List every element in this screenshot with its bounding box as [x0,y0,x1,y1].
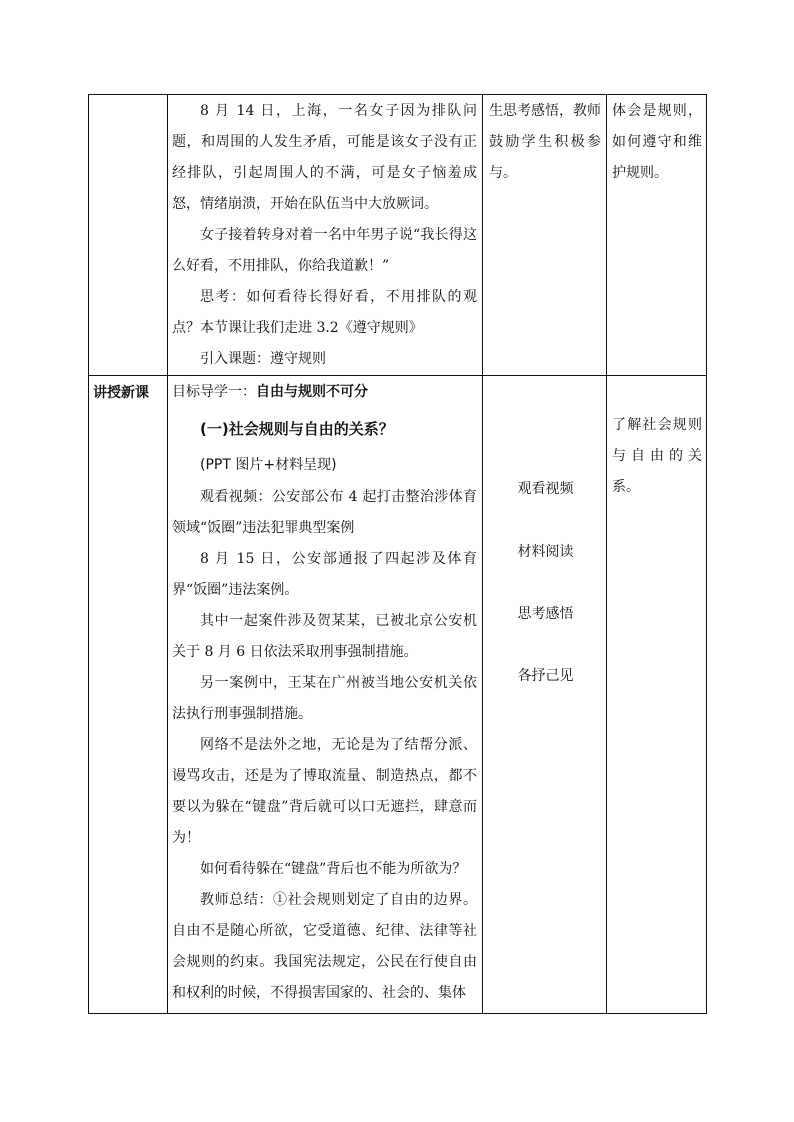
paragraph: 8 月 14 日，上海，一名女子因为排队问题，和周围的人发生矛盾，可能是该女子没有正经排队，引起周围人的不满，可是女子恼羞成怒，情绪崩溃，开始在队伍当中大放厥词。 [172,103,477,212]
paragraph: 如何看待躲在“键盘”背后也不能为所欲为？ [200,861,467,877]
row1-student-activity-cell [489,96,601,189]
design-intent-text: 了解社会规则与自由的关系。 [612,417,702,495]
goal-title: 自由与规则不可分 [256,384,368,400]
paragraph: 8 月 15 日，公安部通报了四起涉及体育界“饭圈”违法案例。 [172,551,477,598]
goal-prefix: 目标导学一： [172,384,256,400]
row2-content-cell [172,378,477,1009]
activity-item: 观看视频 [517,481,574,497]
paragraph: 网络不是法外之地，无论是为了结帮分派、谩骂攻击，还是为了博取流量、制造热点，都不要以为躲在“键盘”背后就可以口无遮拦，肆意而为！ [172,737,477,846]
row2-intent-cell [612,410,702,503]
column-divider-1 [167,94,168,1014]
paragraph: 另一案例中，王某在广州被当地公安机关依法执行刑事强制措施。 [172,675,477,722]
row1-intent-cell [612,96,702,189]
goal-line [172,378,477,406]
paragraph: 其中一起案件涉及贺某某，已被北京公安机关于 8 月 6 日依法采取刑事强制措施。 [172,613,477,660]
table-border-bottom [88,1013,707,1014]
student-activity-text: 生思考感悟，教师鼓励学生积极参与。 [489,103,601,181]
table-border-right [706,94,707,1014]
design-intent-text: 体会是规则，如何遵守和维护规则。 [612,103,702,181]
table-border-left [88,94,89,1014]
section-label: 讲授新课 [93,385,149,401]
row-divider [88,375,707,376]
paragraph: 教师总结：①社会规则划定了自由的边界。自由不是随心所欲，它受道德、纪律、法律等社会规则的约束。我国宪法规定，公民在行使自由和权利的时候，不得损害国家的、社会的、集体 [172,892,477,1001]
row1-content-cell [172,96,477,375]
paragraph: 思考：如何看待长得好看，不用排队的观点？本节课让我们走进 3.2《遵守规则》 [172,289,477,336]
section-title: (一)社会规则与自由的关系？ [200,420,394,438]
activity-item: 思考感悟 [517,606,574,622]
activity-item: 材料阅读 [517,544,574,560]
activity-item: 各抒己见 [517,668,574,684]
table-border-top [88,94,707,95]
material-note: (PPT 图片+材料呈现) [200,457,337,473]
paragraph: 引入课题：遵守规则 [200,351,326,367]
paragraph: 女子接着转身对着一名中年男子说“我长得这么好看，不用排队，你给我道歉！” [172,227,477,274]
paragraph: 观看视频：公安部公布 4 起打击整治涉体育领域“饭圈”违法犯罪典型案例 [172,489,477,536]
